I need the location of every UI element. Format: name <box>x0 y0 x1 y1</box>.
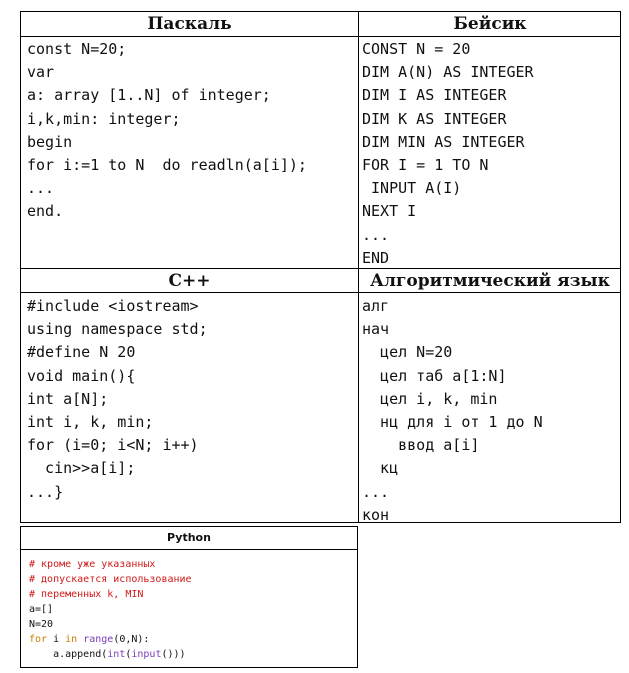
python-append-close: ())) <box>161 649 186 660</box>
python-range-args: (0,N): <box>113 634 150 645</box>
cpp-line: void main(){ <box>27 366 136 385</box>
basic-line: INPUT A(I) <box>362 179 462 198</box>
python-in-keyword: in <box>65 634 78 645</box>
python-range-builtin: range <box>83 634 114 645</box>
pascal-header: Паскаль <box>147 14 232 34</box>
algo-line: нач <box>362 320 390 339</box>
cpp-code <box>27 295 208 504</box>
python-for-keyword: for <box>29 634 48 645</box>
python-input-builtin: input <box>131 649 162 660</box>
algo-header: Алгоритмический язык <box>370 271 610 291</box>
cpp-line: int a[N]; <box>27 389 109 408</box>
row-divider-top-header <box>21 36 620 37</box>
pascal-line: const N=20; <box>27 40 127 58</box>
pascal-line: var <box>27 63 55 82</box>
pascal-line: ... <box>27 179 55 198</box>
python-comment-line: # кроме уже указанных <box>29 559 156 570</box>
python-header-divider <box>21 549 357 550</box>
basic-line: CONST N = 20 <box>362 40 471 58</box>
cpp-line: #include <iostream> <box>27 297 199 315</box>
pascal-code <box>27 38 307 224</box>
python-comment-line: # переменных k, MIN <box>29 589 144 600</box>
basic-line: END <box>362 248 390 267</box>
cpp-line: for (i=0; i<N; i++) <box>27 436 199 455</box>
pascal-line: i,k,min: integer; <box>27 109 181 128</box>
algo-line: алг <box>362 297 390 315</box>
basic-line: FOR I = 1 TO N <box>362 155 489 174</box>
python-paren: ( <box>125 649 132 660</box>
python-int-builtin: int <box>107 649 126 660</box>
python-for-line <box>29 632 192 647</box>
basic-line: DIM A(N) AS INTEGER <box>362 63 534 82</box>
cpp-line: int i, k, min; <box>27 412 154 431</box>
basic-code <box>362 38 534 270</box>
cpp-line: #define N 20 <box>27 343 136 362</box>
column-divider <box>358 12 359 522</box>
basic-line: ... <box>362 225 390 244</box>
pascal-line: for i:=1 to N do readln(a[i]); <box>27 155 307 174</box>
basic-line: DIM MIN AS INTEGER <box>362 132 525 151</box>
algo-line: цел таб a[1:N] <box>362 366 507 385</box>
python-line: a=[] <box>29 604 54 615</box>
algo-line: кц <box>362 459 399 478</box>
python-comment-line: # допускается использование <box>29 574 192 585</box>
python-append-call: a.append( <box>29 649 108 660</box>
python-append-line <box>29 647 192 662</box>
algo-code <box>362 295 543 527</box>
algo-line: цел N=20 <box>362 343 453 362</box>
python-line: N=20 <box>29 619 54 630</box>
basic-line: DIM I AS INTEGER <box>362 86 507 105</box>
python-code <box>29 557 192 662</box>
basic-header: Бейсик <box>453 14 527 34</box>
code-comparison-table <box>20 11 621 523</box>
python-header: Python <box>167 531 211 544</box>
python-box <box>20 526 358 668</box>
algo-line: ... <box>362 482 390 501</box>
pascal-line: begin <box>27 132 73 151</box>
basic-line: NEXT I <box>362 202 417 221</box>
pascal-line: a: array [1..N] of integer; <box>27 86 271 105</box>
algo-line: нц для i от 1 до N <box>362 412 543 431</box>
basic-line: DIM K AS INTEGER <box>362 109 507 128</box>
python-loop-var: i <box>47 634 66 645</box>
algo-line: кон <box>362 505 390 524</box>
cpp-line: using namespace std; <box>27 320 208 339</box>
pascal-line: end. <box>27 202 64 221</box>
algo-line: цел i, k, min <box>362 389 498 408</box>
cpp-header: C++ <box>168 271 211 291</box>
cpp-line: cin>>a[i]; <box>27 459 136 478</box>
algo-line: ввод a[i] <box>362 436 480 455</box>
cpp-line: ...} <box>27 482 64 501</box>
